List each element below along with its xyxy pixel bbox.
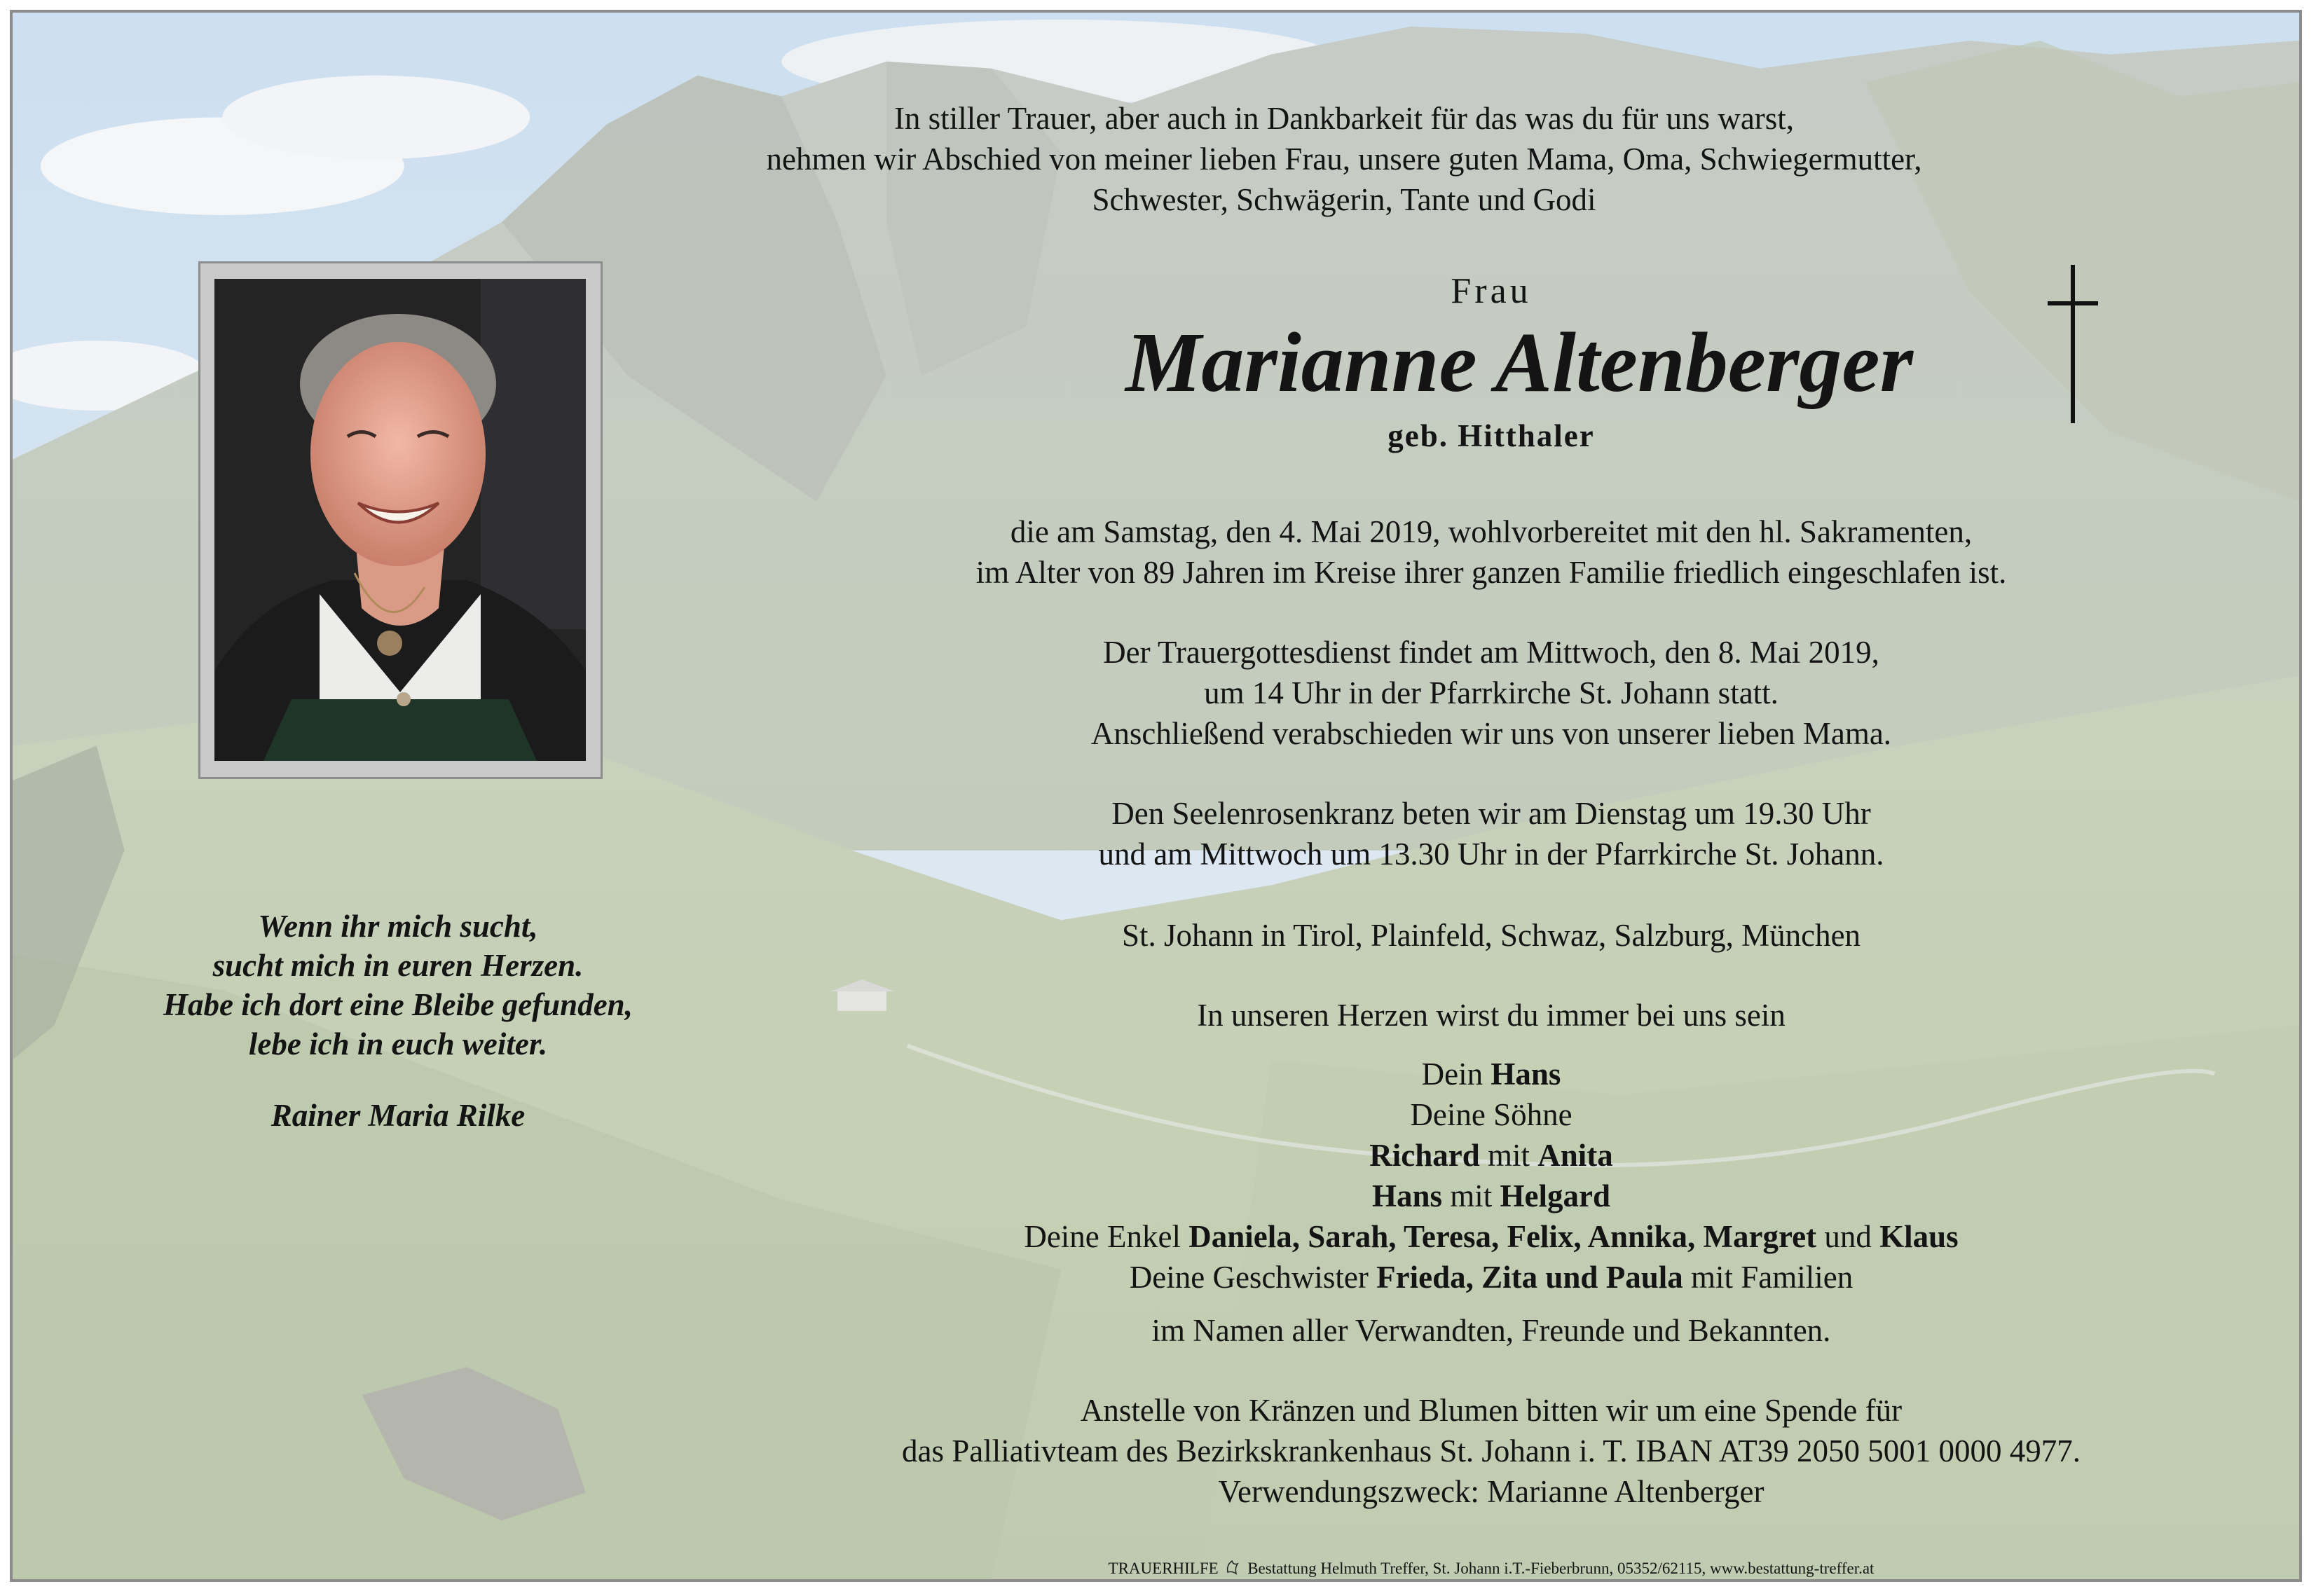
donation-line: Verwendungszweck: Marianne Altenberger	[1218, 1474, 1765, 1509]
title-prefix: Frau	[1451, 271, 1532, 311]
connector: mit	[1487, 1138, 1530, 1173]
husband-name: Hans	[1491, 1057, 1561, 1092]
donation-line: das Palliativteam des Bezirkskrankenhaus St. Johann i. T. IBAN AT39 2050 5001 0000 4977.	[902, 1433, 2081, 1468]
family-son	[808, 1176, 2174, 1216]
poem-line: lebe ich in euch weiter.	[248, 1026, 548, 1061]
family-husband	[808, 1054, 2174, 1094]
relatives-line: im Namen aller Verwandten, Freunde und Bekannten.	[1151, 1313, 1831, 1348]
grandchildren-prefix: Deine Enkel	[1024, 1219, 1181, 1254]
death-line: im Alter von 89 Jahren im Kreise ihrer ganzen Familie friedlich eingeschlafen ist.	[975, 555, 2007, 590]
footer-text: Bestattung Helmuth Treffer, St. Johann i.T.-Fieberbrunn, 05352/62115, www.bestattung-treffer.at	[1247, 1560, 1875, 1577]
intro-line: nehmen wir Abschied von meiner lieben Frau, unsere guten Mama, Oma, Schwiegermutter,	[766, 142, 1922, 177]
mass-line: Der Trauergottesdienst findet am Mittwoch, den 8. Mai 2019,	[1103, 635, 1879, 670]
intro-line: In stiller Trauer, aber auch in Dankbarkeit für das was du für uns warst,	[893, 101, 1795, 136]
poem-line: Wenn ihr mich sucht,	[258, 909, 538, 944]
son-name: Hans	[1371, 1178, 1443, 1213]
portrait-photo	[214, 279, 586, 761]
siblings-names: Frieda, Zita und Paula	[1376, 1260, 1683, 1295]
connector: mit	[1450, 1178, 1493, 1213]
grandchild-last: Klaus	[1879, 1219, 1959, 1254]
funeral-mass-info	[808, 632, 2174, 754]
death-notice	[808, 511, 2174, 593]
mass-line: um 14 Uhr in der Pfarrkirche St. Johann statt.	[1204, 675, 1779, 710]
poem	[104, 907, 692, 1064]
family-siblings	[808, 1257, 2174, 1298]
poem-line: sucht mich in euren Herzen.	[212, 948, 584, 983]
footer-brand: TRAUERHILFE	[1108, 1560, 1219, 1577]
rosary-info	[808, 793, 2174, 874]
obituary-card	[10, 10, 2302, 1582]
grandchildren-and: und	[1824, 1219, 1872, 1254]
partner-name: Anita	[1537, 1138, 1613, 1173]
donation-info	[808, 1390, 2174, 1512]
intro-text	[643, 98, 2045, 220]
deceased-name: Marianne Altenberger	[1125, 315, 1914, 410]
death-line: die am Samstag, den 4. Mai 2019, wohlvorbereitet mit den hl. Sakramenten,	[1010, 514, 1973, 549]
family-grandchildren	[808, 1216, 2174, 1257]
siblings-prefix: Deine Geschwister	[1129, 1260, 1369, 1295]
photo-frame	[198, 261, 603, 779]
family-list	[808, 1054, 2174, 1298]
dove-icon	[1225, 1558, 1240, 1576]
husband-prefix: Dein	[1421, 1057, 1484, 1092]
places: St. Johann in Tirol, Plainfeld, Schwaz, Salzburg, München	[1121, 918, 1861, 953]
mass-line: Anschließend verabschieden wir uns von unserer lieben Mama.	[1090, 716, 1892, 751]
rosary-line: Den Seelenrosenkranz beten wir am Dienstag um 19.30 Uhr	[1111, 796, 1871, 831]
grandchildren-names: Daniela, Sarah, Teresa, Felix, Annika, Margret	[1188, 1219, 1817, 1254]
poem-line: Habe ich dort eine Bleibe gefunden,	[163, 987, 633, 1022]
family-son	[808, 1135, 2174, 1176]
maiden-name: geb. Hitthaler	[1387, 418, 1595, 453]
partner-name: Helgard	[1500, 1178, 1611, 1213]
son-name: Richard	[1369, 1138, 1480, 1173]
donation-line: Anstelle von Kränzen und Blumen bitten wir um eine Spende für	[1080, 1393, 1903, 1428]
intro-line: Schwester, Schwägerin, Tante und Godi	[1092, 182, 1596, 217]
heart-line: In unseren Herzen wirst du immer bei uns sein	[1197, 998, 1786, 1033]
poem-author: Rainer Maria Rilke	[270, 1098, 526, 1133]
footer	[808, 1558, 2174, 1578]
sons-label: Deine Söhne	[1410, 1097, 1572, 1132]
cross-icon	[2045, 265, 2101, 423]
siblings-suffix: mit Familien	[1690, 1260, 1854, 1295]
rosary-line: und am Mittwoch um 13.30 Uhr in der Pfarrkirche St. Johann.	[1098, 837, 1884, 872]
